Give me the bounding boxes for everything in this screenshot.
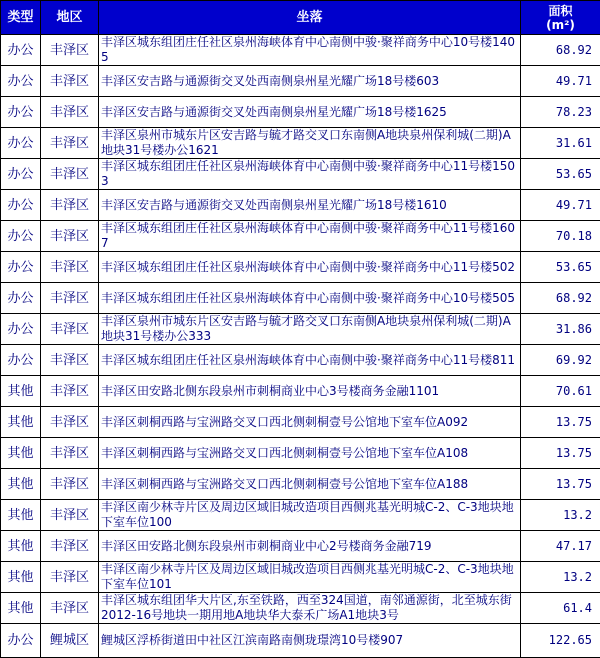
cell-type: 办公 xyxy=(1,159,41,190)
cell-district: 丰泽区 xyxy=(41,407,99,438)
cell-type: 办公 xyxy=(1,35,41,66)
cell-type: 办公 xyxy=(1,283,41,314)
cell-location: 丰泽区城东组团庄任社区泉州海峡体育中心南侧中骏·聚祥商务中心11号楼502 xyxy=(99,252,521,283)
cell-area: 70.61 xyxy=(521,376,600,407)
cell-area: 13.2 xyxy=(521,562,600,593)
cell-location: 丰泽区刺桐西路与宝洲路交叉口西北侧刺桐壹号公馆地下室车位A092 xyxy=(99,407,521,438)
cell-district: 丰泽区 xyxy=(41,159,99,190)
table-body xyxy=(1,35,600,658)
cell-area: 49.71 xyxy=(521,66,600,97)
cell-location: 丰泽区南少林寺片区及周边区域旧城改造项目西侧兆基光明城C-2、C-3地块地下室车位100 xyxy=(99,500,521,531)
cell-type: 其他 xyxy=(1,438,41,469)
table-header-row xyxy=(1,1,600,35)
cell-location: 丰泽区泉州市城东片区安吉路与毓才路交叉口东南侧A地块泉州保利城(二期)A地块31号楼办公1621 xyxy=(99,128,521,159)
table-row xyxy=(1,345,600,376)
cell-district: 丰泽区 xyxy=(41,562,99,593)
cell-type: 办公 xyxy=(1,252,41,283)
cell-type: 其他 xyxy=(1,376,41,407)
cell-location: 丰泽区城东组团庄任社区泉州海峡体育中心南侧中骏·聚祥商务中心11号楼1503 xyxy=(99,159,521,190)
table-row xyxy=(1,159,600,190)
table-row xyxy=(1,190,600,221)
cell-type: 其他 xyxy=(1,593,41,624)
cell-district: 丰泽区 xyxy=(41,376,99,407)
cell-location: 丰泽区田安路北侧东段泉州市刺桐商业中心3号楼商务金融1101 xyxy=(99,376,521,407)
cell-area: 68.92 xyxy=(521,35,600,66)
cell-location: 丰泽区刺桐西路与宝洲路交叉口西北侧刺桐壹号公馆地下室车位A108 xyxy=(99,438,521,469)
table-row xyxy=(1,128,600,159)
table-row xyxy=(1,66,600,97)
cell-location: 丰泽区刺桐西路与宝洲路交叉口西北侧刺桐壹号公馆地下室车位A188 xyxy=(99,469,521,500)
table-row xyxy=(1,438,600,469)
cell-district: 鲤城区 xyxy=(41,624,99,658)
cell-area: 53.65 xyxy=(521,252,600,283)
cell-area: 69.92 xyxy=(521,345,600,376)
cell-district: 丰泽区 xyxy=(41,97,99,128)
cell-location: 丰泽区南少林寺片区及周边区域旧城改造项目西侧兆基光明城C-2、C-3地块地下室车位101 xyxy=(99,562,521,593)
cell-type: 其他 xyxy=(1,531,41,562)
cell-area: 61.4 xyxy=(521,593,600,624)
table-row xyxy=(1,252,600,283)
cell-district: 丰泽区 xyxy=(41,531,99,562)
cell-district: 丰泽区 xyxy=(41,128,99,159)
cell-type: 其他 xyxy=(1,562,41,593)
cell-district: 丰泽区 xyxy=(41,252,99,283)
table-row xyxy=(1,376,600,407)
cell-location: 丰泽区城东组团庄任社区泉州海峡体育中心南侧中骏·聚祥商务中心11号楼811 xyxy=(99,345,521,376)
table-row xyxy=(1,221,600,252)
cell-district: 丰泽区 xyxy=(41,66,99,97)
cell-type: 其他 xyxy=(1,407,41,438)
cell-type: 其他 xyxy=(1,500,41,531)
table-row xyxy=(1,624,600,658)
cell-district: 丰泽区 xyxy=(41,438,99,469)
table-row xyxy=(1,35,600,66)
cell-area: 49.71 xyxy=(521,190,600,221)
cell-area: 122.65 xyxy=(521,624,600,658)
table-row xyxy=(1,314,600,345)
cell-district: 丰泽区 xyxy=(41,35,99,66)
cell-district: 丰泽区 xyxy=(41,345,99,376)
header-location: 坐落 xyxy=(99,1,521,35)
table-row xyxy=(1,593,600,624)
cell-district: 丰泽区 xyxy=(41,314,99,345)
cell-type: 办公 xyxy=(1,345,41,376)
cell-location: 丰泽区城东组团庄任社区泉州海峡体育中心南侧中骏·聚祥商务中心10号楼1405 xyxy=(99,35,521,66)
table-row xyxy=(1,500,600,531)
cell-location: 丰泽区城东组团庄任社区泉州海峡体育中心南侧中骏·聚祥商务中心10号楼505 xyxy=(99,283,521,314)
cell-type: 办公 xyxy=(1,221,41,252)
cell-area: 53.65 xyxy=(521,159,600,190)
cell-area: 70.18 xyxy=(521,221,600,252)
cell-type: 办公 xyxy=(1,66,41,97)
table-row xyxy=(1,469,600,500)
cell-area: 31.86 xyxy=(521,314,600,345)
cell-district: 丰泽区 xyxy=(41,469,99,500)
cell-location: 丰泽区田安路北侧东段泉州市刺桐商业中心2号楼商务金融719 xyxy=(99,531,521,562)
cell-location: 丰泽区城东组团华大片区,东至铁路，西至324国道，南邻通源街，北至城东街2012-16号地块一期用地A地块华大泰禾广场A1地块3号 xyxy=(99,593,521,624)
header-area xyxy=(521,1,600,35)
cell-location: 鲤城区浮桥街道田中社区江滨南路南侧珑璟湾10号楼907 xyxy=(99,624,521,658)
header-area-unit: (m²) xyxy=(546,18,575,32)
table-row xyxy=(1,283,600,314)
cell-district: 丰泽区 xyxy=(41,283,99,314)
header-type: 类型 xyxy=(1,1,41,35)
table-row xyxy=(1,562,600,593)
cell-area: 78.23 xyxy=(521,97,600,128)
cell-area: 13.75 xyxy=(521,438,600,469)
table-row xyxy=(1,531,600,562)
cell-area: 13.75 xyxy=(521,469,600,500)
cell-area: 31.61 xyxy=(521,128,600,159)
cell-location: 丰泽区安吉路与通源街交叉处西南侧泉州星光耀广场18号楼1625 xyxy=(99,97,521,128)
cell-district: 丰泽区 xyxy=(41,221,99,252)
cell-type: 办公 xyxy=(1,190,41,221)
cell-area: 13.2 xyxy=(521,500,600,531)
cell-district: 丰泽区 xyxy=(41,190,99,221)
cell-type: 办公 xyxy=(1,97,41,128)
cell-type: 其他 xyxy=(1,469,41,500)
cell-area: 13.75 xyxy=(521,407,600,438)
table-row xyxy=(1,407,600,438)
cell-district: 丰泽区 xyxy=(41,500,99,531)
cell-area: 47.17 xyxy=(521,531,600,562)
cell-area: 68.92 xyxy=(521,283,600,314)
cell-location: 丰泽区安吉路与通源街交叉处西南侧泉州星光耀广场18号楼1610 xyxy=(99,190,521,221)
cell-district: 丰泽区 xyxy=(41,593,99,624)
table-row xyxy=(1,97,600,128)
cell-type: 办公 xyxy=(1,314,41,345)
cell-type: 办公 xyxy=(1,624,41,658)
header-area-label: 面积 xyxy=(548,4,572,18)
header-district: 地区 xyxy=(41,1,99,35)
cell-type: 办公 xyxy=(1,128,41,159)
cell-location: 丰泽区城东组团庄任社区泉州海峡体育中心南侧中骏·聚祥商务中心11号楼1607 xyxy=(99,221,521,252)
cell-location: 丰泽区安吉路与通源街交叉处西南侧泉州星光耀广场18号楼603 xyxy=(99,66,521,97)
cell-location: 丰泽区泉州市城东片区安吉路与毓才路交叉口东南侧A地块泉州保利城(二期)A地块31号楼办公333 xyxy=(99,314,521,345)
